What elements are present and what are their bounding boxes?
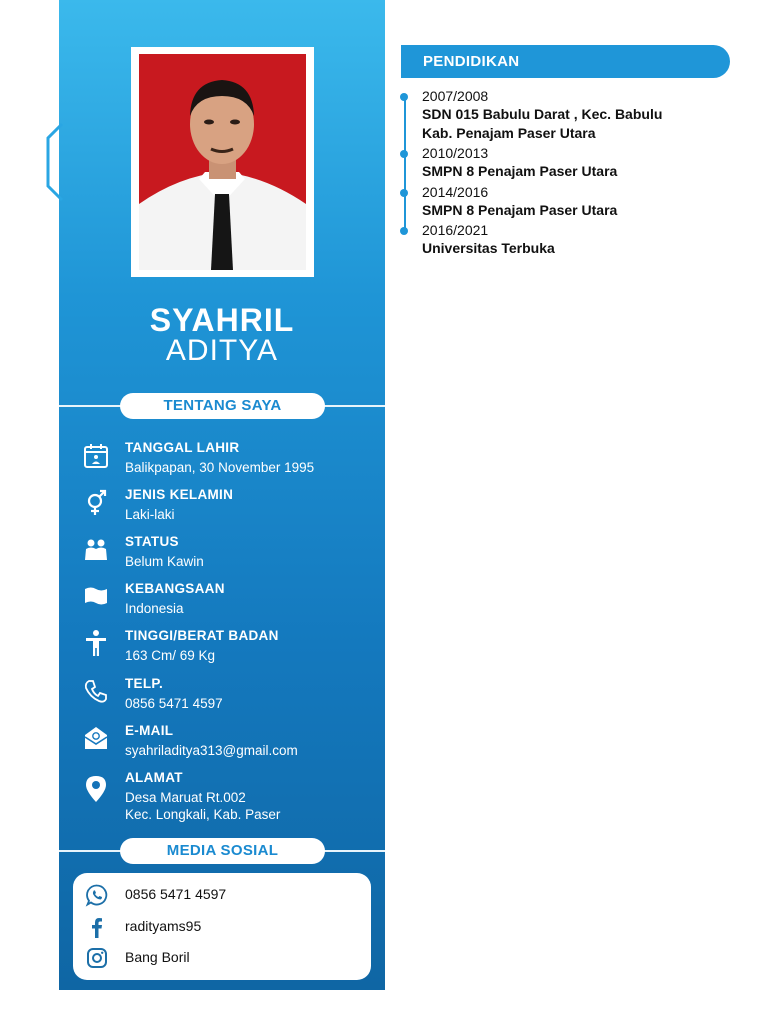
education-years: 2010/2013 <box>422 145 489 161</box>
flag-icon <box>81 581 111 611</box>
info-gender <box>81 487 381 531</box>
person-icon <box>81 628 111 658</box>
info-value: Belum Kawin <box>125 554 204 569</box>
education-school: SMPN 8 Penajam Paser Utara <box>422 163 618 179</box>
education-school: Universitas Terbuka <box>422 240 555 256</box>
timeline-dot <box>400 93 408 101</box>
info-value: 163 Cm/ 69 Kg <box>125 648 216 663</box>
info-value <box>125 789 280 823</box>
info-birthdate <box>81 440 381 484</box>
timeline-dot <box>400 227 408 235</box>
social-whatsapp[interactable] <box>73 883 371 911</box>
education-years: 2007/2008 <box>422 88 489 104</box>
education-entry <box>422 87 722 143</box>
social-text: Bang Boril <box>125 949 190 965</box>
whatsapp-icon <box>85 883 109 907</box>
info-email <box>81 723 381 767</box>
location-pin-icon <box>81 774 111 804</box>
info-label: E-MAIL <box>125 723 174 738</box>
profile-photo-frame <box>131 47 314 277</box>
timeline-dot <box>400 150 408 158</box>
info-address <box>81 770 381 822</box>
info-label: KEBANGSAAN <box>125 581 225 596</box>
education-school: SDN 015 Babulu Darat , Kec. Babulu <box>422 106 663 122</box>
instagram-icon <box>85 946 109 970</box>
education-years: 2014/2016 <box>422 184 489 200</box>
email-icon <box>81 723 111 753</box>
info-height-weight <box>81 628 381 672</box>
gender-icon <box>81 487 111 517</box>
address-line-2: Kec. Longkali, Kab. Paser <box>125 807 281 822</box>
phone-icon <box>81 676 111 706</box>
education-section-title: PENDIDIKAN <box>401 45 730 78</box>
about-section-title: TENTANG SAYA <box>120 393 325 419</box>
calendar-icon <box>81 440 111 470</box>
info-phone <box>81 676 381 720</box>
couple-icon <box>81 534 111 564</box>
info-label: JENIS KELAMIN <box>125 487 234 502</box>
social-section-title: MEDIA SOSIAL <box>120 838 325 864</box>
education-entry <box>422 144 722 181</box>
info-value: Indonesia <box>125 601 184 616</box>
timeline-dot <box>400 189 408 197</box>
facebook-icon <box>85 915 109 939</box>
education-entry <box>422 183 722 220</box>
social-text: radityams95 <box>125 918 202 934</box>
first-name: SYAHRIL <box>149 302 295 338</box>
info-marital-status <box>81 534 381 578</box>
social-instagram[interactable] <box>73 946 371 974</box>
info-label: STATUS <box>125 534 179 549</box>
social-facebook[interactable] <box>73 915 371 943</box>
social-media-card <box>73 873 371 980</box>
info-value: Balikpapan, 30 November 1995 <box>125 460 315 475</box>
last-name: ADITYA <box>165 334 279 367</box>
education-school: SMPN 8 Penajam Paser Utara <box>422 202 618 218</box>
info-label: ALAMAT <box>125 770 183 785</box>
education-years: 2016/2021 <box>422 222 489 238</box>
info-nationality <box>81 581 381 625</box>
education-timeline-line <box>404 96 406 232</box>
address-line-1: Desa Maruat Rt.002 <box>125 790 246 805</box>
education-entry <box>422 221 722 258</box>
education-school-line2: Kab. Penajam Paser Utara <box>422 125 596 141</box>
decorative-hexagon-outline <box>44 120 66 204</box>
social-text: 0856 5471 4597 <box>125 886 227 902</box>
info-value: syahriladitya313@gmail.com <box>125 743 298 758</box>
info-value: 0856 5471 4597 <box>125 696 223 711</box>
info-label: TANGGAL LAHIR <box>125 440 240 455</box>
info-value: Laki-laki <box>125 507 175 522</box>
profile-photo <box>139 54 306 270</box>
info-label: TELP. <box>125 676 164 691</box>
info-label: TINGGI/BERAT BADAN <box>125 628 279 643</box>
